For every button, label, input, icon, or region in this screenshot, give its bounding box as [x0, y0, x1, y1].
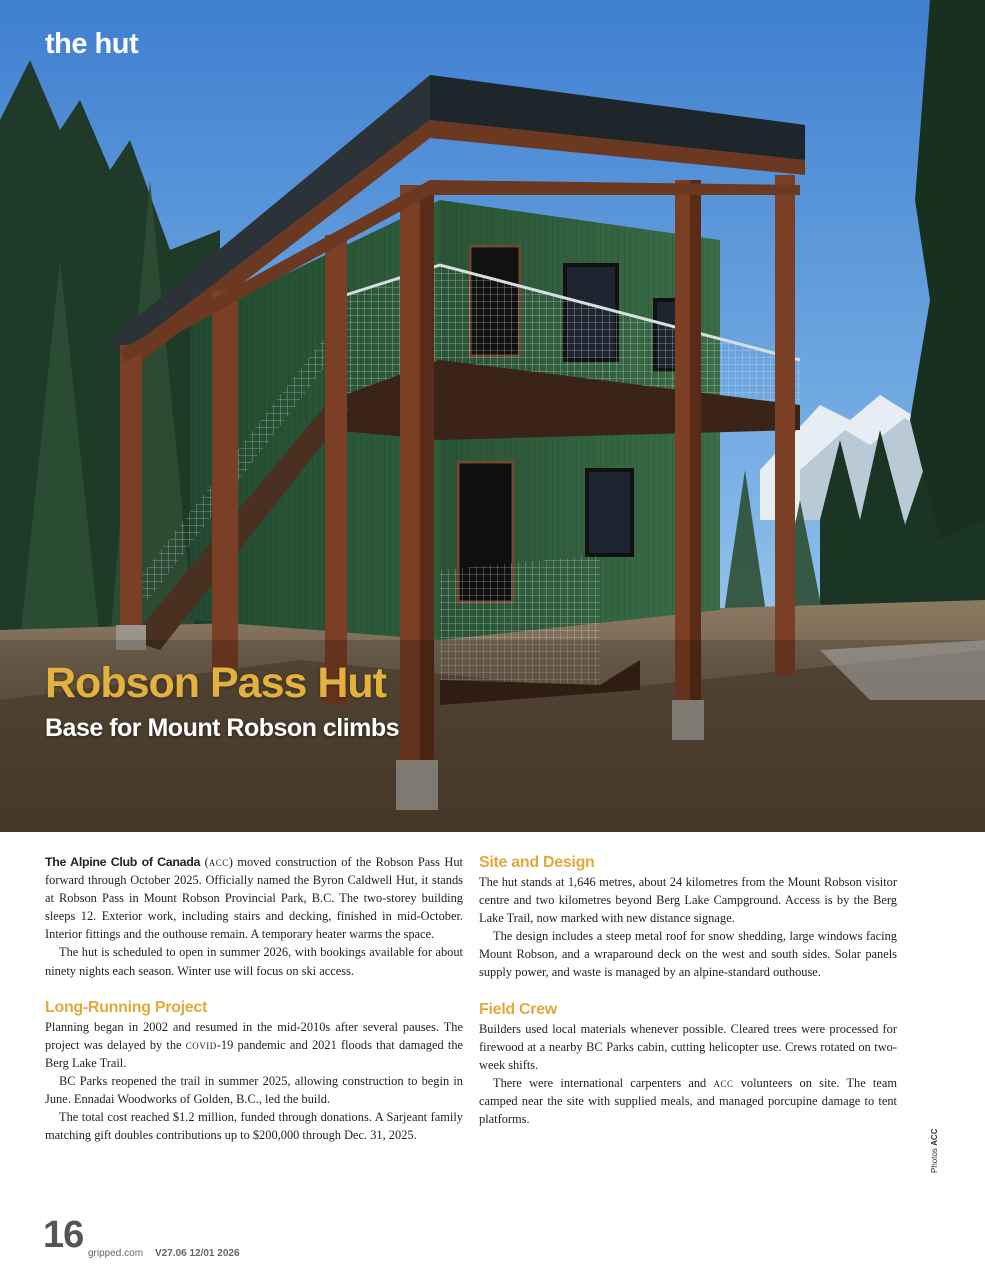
intro-paragraph-2: The hut is scheduled to open in summer 2026, with bookings available for about ninety nights each season. Winter use will focus on ski access. — [45, 945, 463, 978]
heading-long-running-project: Long-Running Project — [45, 998, 207, 1016]
lead-organization: The Alpine Club of Canada — [45, 855, 201, 869]
lead-text: moved construction of the Robson Pass Hut forward through October 2025. Officially named the Byron Caldwell Hut, it stands at Robson Pass in Mount Robson Provincial Park, B.C. The two-storey building sleeps 12. Exterior work, including stairs and decking, finished in mid-October. Interior fittings and the outhouse remain. A temporary heater warms the space. — [45, 855, 463, 942]
site-design-paragraph-1: The hut stands at 1,646 metres, about 24 kilometres from the Mount Robson visitor centre and two kilometres beyond Berg Lake Campground. Access is by the Berg Lake Trail, now marked with new distance signage. — [479, 875, 897, 926]
long-running-paragraph-2: BC Parks reopened the trail in summer 2025, allowing construction to begin in June. Ennadai Woodworks of Golden, B.C., led the build. — [45, 1073, 463, 1107]
hero-subtitle: Base for Mount Robson climbs — [45, 714, 400, 742]
heading-site-and-design: Site and Design — [479, 854, 595, 871]
heading-field-crew: Field Crew — [479, 1000, 557, 1018]
field-crew-paragraph-2: There were international carpenters and acc volunteers on site. The team camped near the site with supplied meals, and managed porcupine damage to tent platforms. — [479, 1075, 897, 1127]
long-running-paragraph-1: Planning began in 2002 and resumed in the mid-2010s after several pauses. The project was delayed by the covid-19 pandemic and 2021 floods that damaged the Berg Lake Trail. — [45, 1019, 464, 1070]
footer-site: gripped.com — [88, 1248, 144, 1259]
page-number: 16 — [43, 1214, 84, 1256]
article-column-left — [45, 853, 463, 1144]
lead-abbreviation: acc — [208, 855, 229, 869]
hero-title: Robson Pass Hut — [45, 659, 386, 707]
photo-credit: Photos ACC — [930, 1128, 939, 1173]
lead-paragraph: The Alpine Club of Canada (acc) moved construction of the Robson Pass Hut forward through October 2025. Officially named the Byron Caldwell Hut, it stands at Robson Pass in Mount Robson Provincial Park, B.C. The two-storey building sleeps 12. Exterior work, including stairs and decking, finished in mid-October. Interior fittings and the outhouse remain. A temporary heater warms the space. — [45, 855, 463, 942]
section-tag: the hut — [45, 28, 139, 60]
long-running-paragraph-3: The total cost reached $1.2 million, funded through donations. A Sarjeant family matching gift doubles contributions up to $200,000 through Dec. 31, 2025. — [45, 1110, 463, 1143]
footer-issue: V27.06 12/01 2026 — [155, 1248, 240, 1259]
site-design-paragraph-2: The design includes a steep metal roof for snow shedding, large windows facing Mount Robson, and a wraparound deck on the west and south sides. Solar panels supply power, and waste is managed by an alpine-standard outhouse. — [479, 929, 897, 980]
article-column-right — [479, 853, 897, 1128]
field-crew-paragraph-1: Builders used local materials whenever possible. Cleared trees were processed for firewood at a nearby BC Parks cabin, cutting helicopter use. Crews rotated on two-week shifts. — [479, 1021, 897, 1072]
